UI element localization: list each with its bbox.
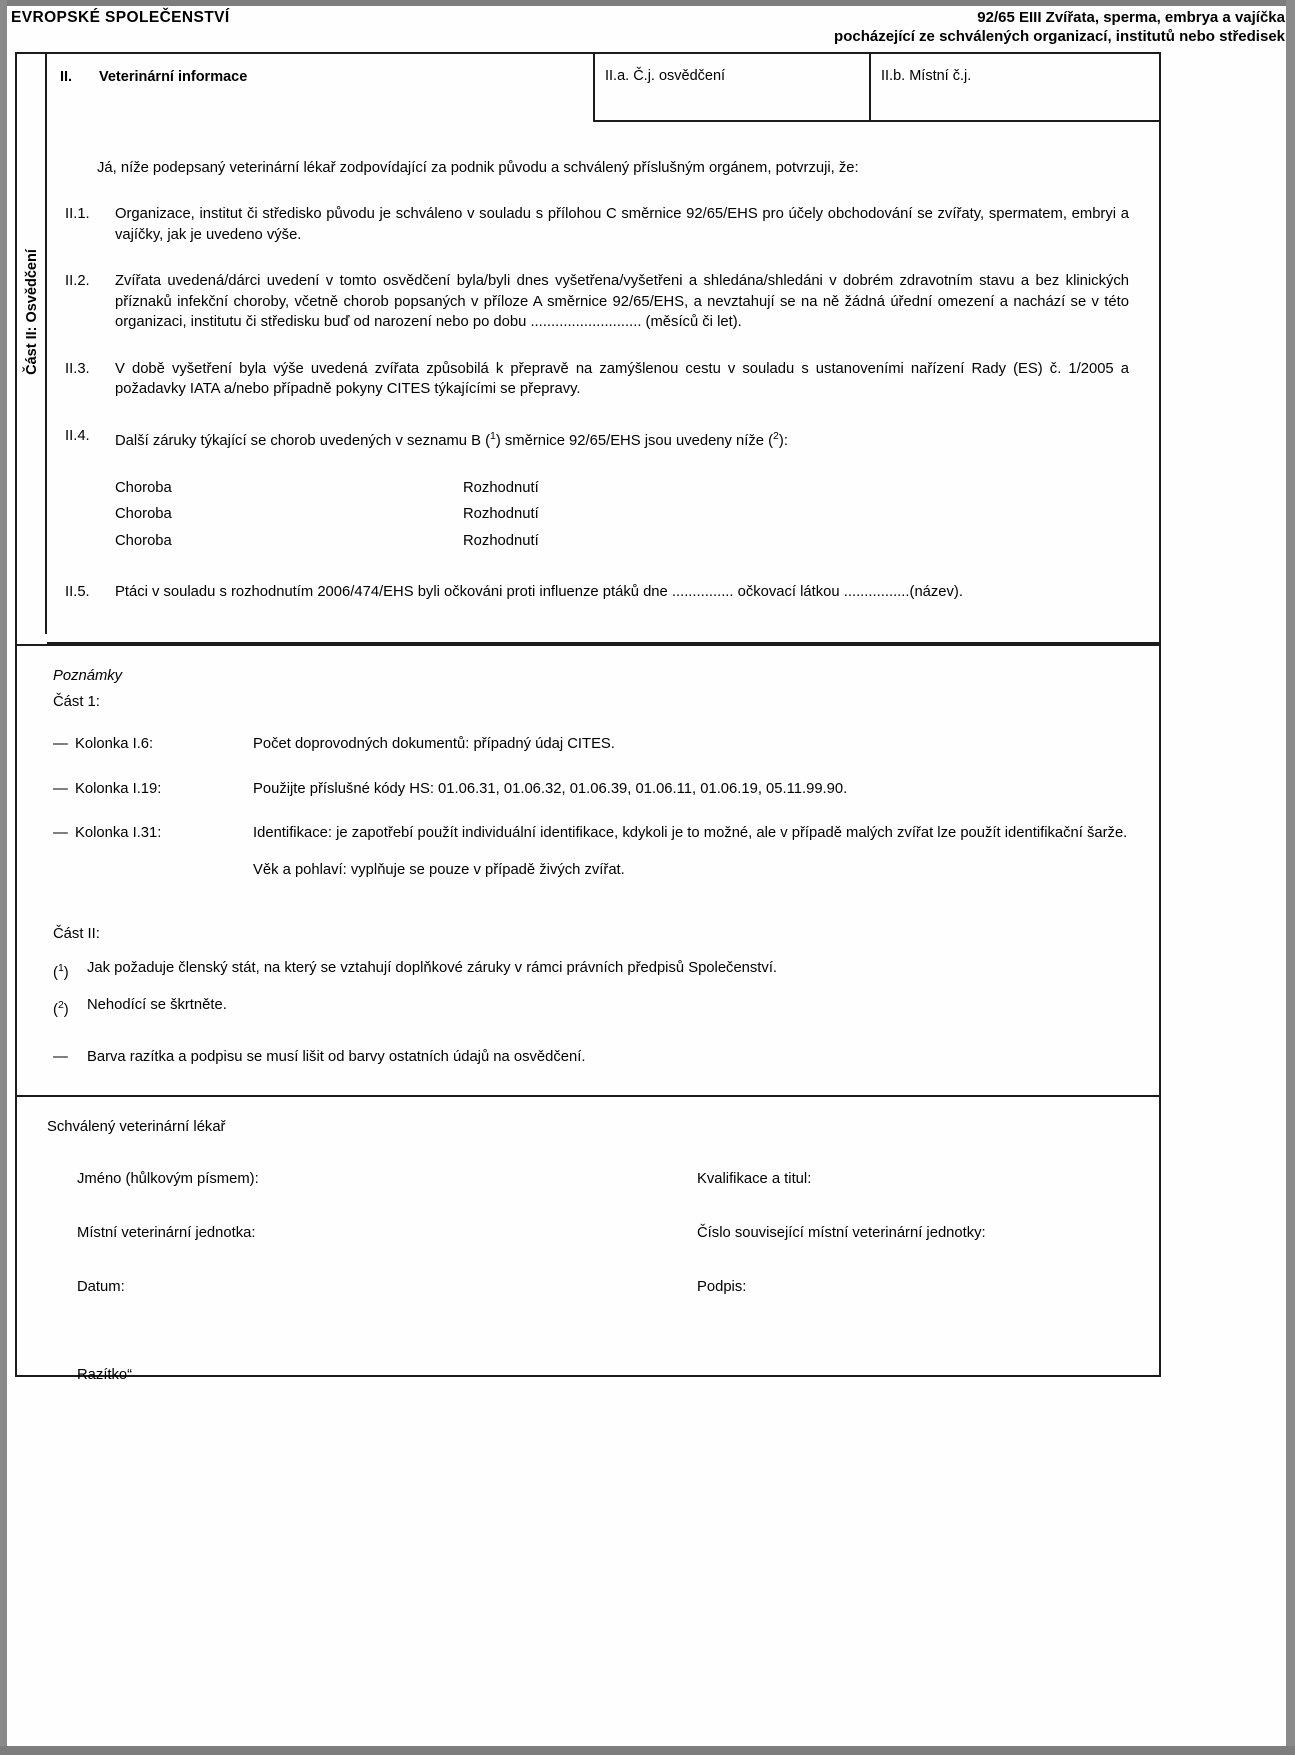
- footnote-1-number: 1: [57, 962, 64, 974]
- disease-cell: Choroba: [115, 479, 172, 496]
- disease-cell: Choroba: [115, 506, 172, 523]
- notes-section: [17, 644, 1159, 1095]
- footnote-1: [53, 958, 1129, 979]
- decision-cell: Rozhodnutí: [463, 479, 539, 496]
- document-header: [7, 6, 1286, 46]
- footnote-1-marker: ($^1$): [53, 962, 69, 981]
- document-sheet: [7, 6, 1286, 1746]
- note-box-i-31: [53, 823, 1129, 844]
- note-box-i-6: [53, 734, 1129, 755]
- clause-ii-5-text: Ptáci v souladu s rozhodnutím 2006/474/EHS byli očkováni proti influenze ptáků dne ............... očkovací látkou ................(název).: [115, 584, 963, 601]
- table-row[interactable]: [115, 475, 1159, 502]
- box-iib-local-reference[interactable]: [869, 54, 1161, 122]
- footnote-2: [53, 995, 1129, 1016]
- header-title-line-1: 92/65 EIII Zvířata, sperma, embrya a vajíčka: [977, 9, 1285, 26]
- notes-part-1-label: Část 1:: [53, 694, 100, 710]
- note-dash: —: [53, 825, 68, 841]
- note-dash: —: [53, 736, 68, 752]
- box-iib-label: II.b. Místní č.j.: [881, 68, 972, 84]
- note-box-i-6-text: Počet doprovodných dokumentů: případný údaj CITES.: [253, 736, 615, 752]
- clause-ii-4-footnote-2-ref: 2: [773, 429, 779, 442]
- scan-edge-bottom: [0, 1746, 1295, 1755]
- field-label-qualification[interactable]: Kvalifikace a titul:: [697, 1171, 812, 1187]
- footnote-2-text: Nehodící se škrtněte.: [87, 996, 227, 1013]
- clause-ii-2-number: II.2.: [65, 273, 90, 289]
- footnote-1-text: Jak požaduje členský stát, na který se vztahují doplňkové záruky v rámci právních předpisů Společenství.: [87, 960, 778, 976]
- decision-cell: Rozhodnutí: [463, 506, 539, 523]
- field-label-local-unit-number[interactable]: Číslo související místní veterinární jednotky:: [697, 1225, 986, 1241]
- note-dash: —: [53, 780, 68, 797]
- clause-ii-4-text-after: ):: [778, 432, 788, 449]
- note-box-i-6-key: Kolonka I.6:: [75, 736, 154, 752]
- attestation-intro: Já, níže podepsaný veterinární lékař zodpovídající za podnik původu a schválený příslušným orgánem, potvrzuji, že:: [97, 160, 859, 176]
- clause-ii-1: [65, 204, 1129, 245]
- box-iia-certificate-reference[interactable]: [593, 54, 869, 122]
- part-ii-rail: [17, 54, 47, 634]
- disease-decision-table: [115, 475, 1159, 555]
- clause-ii-4: [65, 426, 1129, 451]
- header-certificate-title: [834, 8, 1285, 46]
- note-box-i-31-text: Identifikace: je zapotřebí použít individuální identifikace, kdykoli je to možné, ale v případě malých zvířat lze použít identifikační šarže.: [253, 825, 1128, 841]
- note-box-i-31-key: Kolonka I.31:: [75, 825, 162, 841]
- note-age-sex-line: Věk a pohlaví: vyplňuje se pouze v případě živých zvířat.: [253, 861, 625, 878]
- clause-ii-4-text-before: Další záruky týkající se chorob uvedených v seznamu B (: [115, 432, 491, 449]
- note-stamp-colour: [53, 1049, 1129, 1065]
- clause-ii-4-footnote-1-ref: 1: [490, 429, 496, 442]
- field-label-signature[interactable]: Podpis:: [697, 1279, 747, 1295]
- box-ii-number: II.: [60, 69, 73, 85]
- clause-ii-1-text: Organizace, institut či středisko původu je schváleno v souladu s přílohou C směrnice 92/65/EHS pro účely obchodování se zvířaty, spermatem, embryi a vajíčky, jak je uvedeno výše.: [115, 206, 1129, 243]
- field-label-local-unit[interactable]: Místní veterinární jednotka:: [77, 1225, 256, 1241]
- part-ii-rail-label: Část II: Osvědčení: [24, 249, 40, 375]
- part-ii-statements: [47, 158, 1159, 642]
- field-label-date[interactable]: Datum:: [77, 1279, 125, 1295]
- part-ii-box-row: [47, 54, 1159, 122]
- clause-ii-3-text: V době vyšetření byla výše uvedená zvířata způsobilá k přepravě na zamýšlenou cestu v souladu s ustanoveními nařízení Rady (ES) č. 1/2005 a požadavky IATA a/nebo případně pokyny CITES týkajícími se přepravy.: [115, 360, 1129, 397]
- field-label-name[interactable]: Jméno (hůlkovým písmem):: [77, 1171, 259, 1187]
- part-ii-section: [47, 54, 1159, 644]
- signature-fields-grid: [77, 1171, 1139, 1333]
- clause-ii-2: [65, 271, 1129, 333]
- note-dash: —: [53, 1049, 68, 1065]
- notes-part-ii-label: Část II:: [53, 926, 100, 942]
- box-iia-label: II.a. Č.j. osvědčení: [605, 68, 726, 84]
- clause-ii-3: [65, 359, 1129, 400]
- scan-edge-right: [1286, 0, 1295, 1755]
- clause-ii-4-number: II.4.: [65, 427, 90, 444]
- box-ii-title: Veterinární informace: [99, 69, 248, 85]
- note-box-i-19-text: Použijte příslušné kódy HS: 01.06.31, 01.06.32, 01.06.39, 01.06.11, 01.06.19, 05.11.99.90.: [253, 780, 848, 797]
- box-ii-veterinary-information: [47, 54, 593, 122]
- note-box-i-19-key: Kolonka I.19:: [75, 780, 162, 797]
- clause-ii-2-text: Zvířata uvedená/dárci uvedení v tomto osvědčení byla/byli dnes vyšetřena/vyšetřeni a shledána/shledáni v dobrém zdravotním stavu a bez klinických příznaků infekční choroby, včetně chorob popsaných v příloze A směrnice 92/65/EHS, a nevztahují se na ně žádná úřední omezení a nachází se v této organizaci, institutu či středisku buď od narození nebo po dobu ........................... (měsíců či let).: [115, 273, 1129, 330]
- signature-row-date: [77, 1279, 1139, 1333]
- signature-row-name: [77, 1171, 1139, 1225]
- signature-section: [17, 1095, 1159, 1383]
- notes-title: Poznámky: [53, 668, 123, 684]
- clause-ii-5-number: II.5.: [65, 584, 90, 601]
- table-row[interactable]: [115, 528, 1159, 555]
- certificate-frame: [15, 52, 1161, 1383]
- signature-section-title: Schválený veterinární lékař: [47, 1119, 226, 1135]
- disease-cell: Choroba: [115, 532, 172, 549]
- table-row[interactable]: [115, 501, 1159, 528]
- note-box-i-19: [53, 779, 1129, 800]
- field-label-stamp[interactable]: Razítko“: [77, 1367, 133, 1383]
- footnote-2-number: 2: [57, 998, 64, 1011]
- signature-row-local-unit: [77, 1225, 1139, 1279]
- header-community-title: EVROPSKÉ SPOLEČENSTVÍ: [11, 9, 230, 26]
- clause-ii-3-number: II.3.: [65, 360, 90, 377]
- clause-ii-5: [65, 582, 1129, 603]
- clause-ii-4-text-mid: ) směrnice 92/65/EHS jsou uvedeny níže (: [495, 432, 774, 449]
- note-stamp-colour-text: Barva razítka a podpisu se musí lišit od barvy ostatních údajů na osvědčení.: [87, 1049, 586, 1065]
- footnote-2-marker: ($^2$): [53, 998, 69, 1018]
- header-title-line-2: pocházející ze schválených organizací, institutů nebo středisek: [834, 28, 1285, 45]
- scan-edge-left: [0, 0, 7, 1755]
- clause-ii-1-number: II.1.: [65, 206, 90, 222]
- decision-cell: Rozhodnutí: [463, 532, 539, 549]
